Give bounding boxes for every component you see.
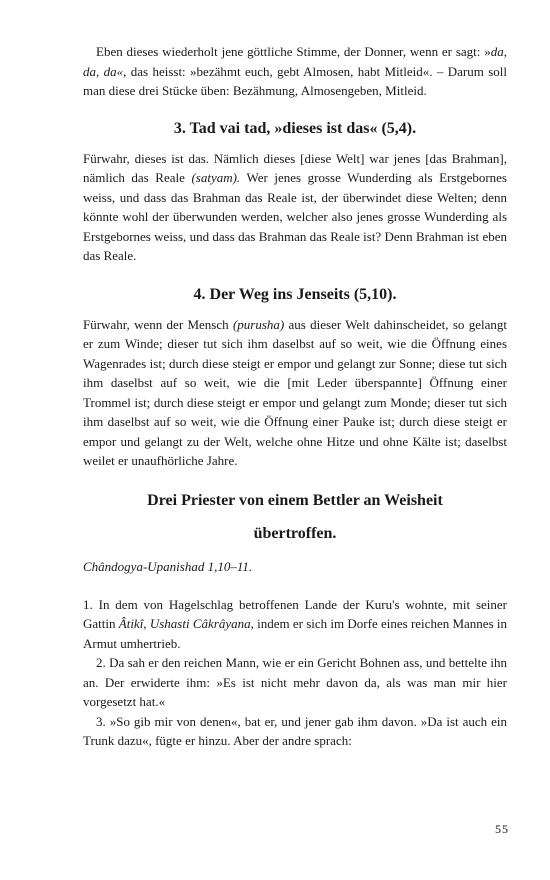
intro-emphasis: da, da, da«, xyxy=(83,44,507,79)
section-4-text-1: Fürwahr, wenn der Mensch xyxy=(83,316,233,332)
intro-text-1: Eben dieses wiederholt jene göttliche Stimme, der Donner, wenn er sagt: » xyxy=(96,44,491,59)
section-3-emphasis: (satyam). xyxy=(191,170,241,185)
section-4-heading: 4. Der Weg ins Jenseits (5,10). xyxy=(193,285,397,303)
verse-3: 3. »So gib mir von denen«, bat er, und jener gab ihm davon. »Da ist auch ein Trunk dazu«, fügte er hinzu. Aber der andre sprach: xyxy=(83,713,507,748)
section-4-paragraph xyxy=(83,315,507,471)
chapter-source: Chândogya-Upanishad 1,10–11. xyxy=(83,558,253,574)
verse-2: 2. Da sah er den reichen Mann, wie er ein Gericht Bohnen ass, und bettelte ihn an. Der erwiderte ihm: »Es ist nicht mehr davon da, als was man mir hier vorgesetzt hat.« xyxy=(83,655,507,709)
section-3-heading: 3. Tad vai tad, »dieses ist das« (5,4). xyxy=(173,119,417,137)
verse-1 xyxy=(83,595,507,654)
verse-1-text-2: indem er sich im Dorfe eines reichen Mannes in Armut umhertrieb. xyxy=(83,616,508,651)
page-number: 55 xyxy=(495,822,509,836)
chapter-title-line-2: übertroffen. xyxy=(253,524,337,542)
section-4-emphasis: (purusha) xyxy=(232,316,285,332)
chapter-title-line-1: Drei Priester von einem Bettler an Weisheit xyxy=(147,491,443,509)
verse-1-emphasis: Âtikî, Ushasti Câkrâyana, xyxy=(118,616,254,631)
intro-paragraph xyxy=(83,42,507,101)
verse-1-text-1: 1. In dem von Hagelschlag betroffenen Lande der Kuru's wohnte, mit seiner Gattin xyxy=(83,596,507,631)
intro-text-2: das heisst: »bezähmt euch, gebt Almosen, habt Mitleid«. – Darum soll man diese drei Stücke üben: Bezähmung, Almosengeben, Mitleid. xyxy=(83,63,507,98)
section-3-text-2: Wer jenes grosse Wunderding als Erstgebornes weiss, und dass das Brahman das Reale ist, der überwindet diese Welten; denn könnte wohl der überwunden werden, welcher also jenes grosse Wunderding als Erstgebornes weiss, und dass das Brahman das Reale ist? Denn Brahman ist eben das Reale. xyxy=(83,170,507,263)
section-3-text-1: Fürwahr, dieses ist das. Nämlich dieses [diese Welt] war jenes [das Brahman], nämlich das Reale xyxy=(83,150,507,185)
page-content xyxy=(83,42,507,751)
section-3-paragraph xyxy=(83,149,507,266)
section-4-text-2: aus dieser Welt dahinscheidet, so gelangt er zum Winde; dieser tut sich ihm daselbst auf so weit, wie die Öffnung eines Wagenrades ist; durch diese steigt er empor und gelangt zur Sonne; diese tut sich ihm daselbst auf so weit, wie die [mit Leder überspannte] Öffnung einer Trommel ist; durch diese steigt er empor und gelangt zum Monde; dieser tut sich ihm daselbst auf so weit, wie die Öffnung einer Pauke ist; durch diese steigt er empor und gelangt zu der Welt, welche ohne Hitze und ohne Kälte ist; daselbst weilet er unaufhörliche Jahre. xyxy=(83,316,507,468)
